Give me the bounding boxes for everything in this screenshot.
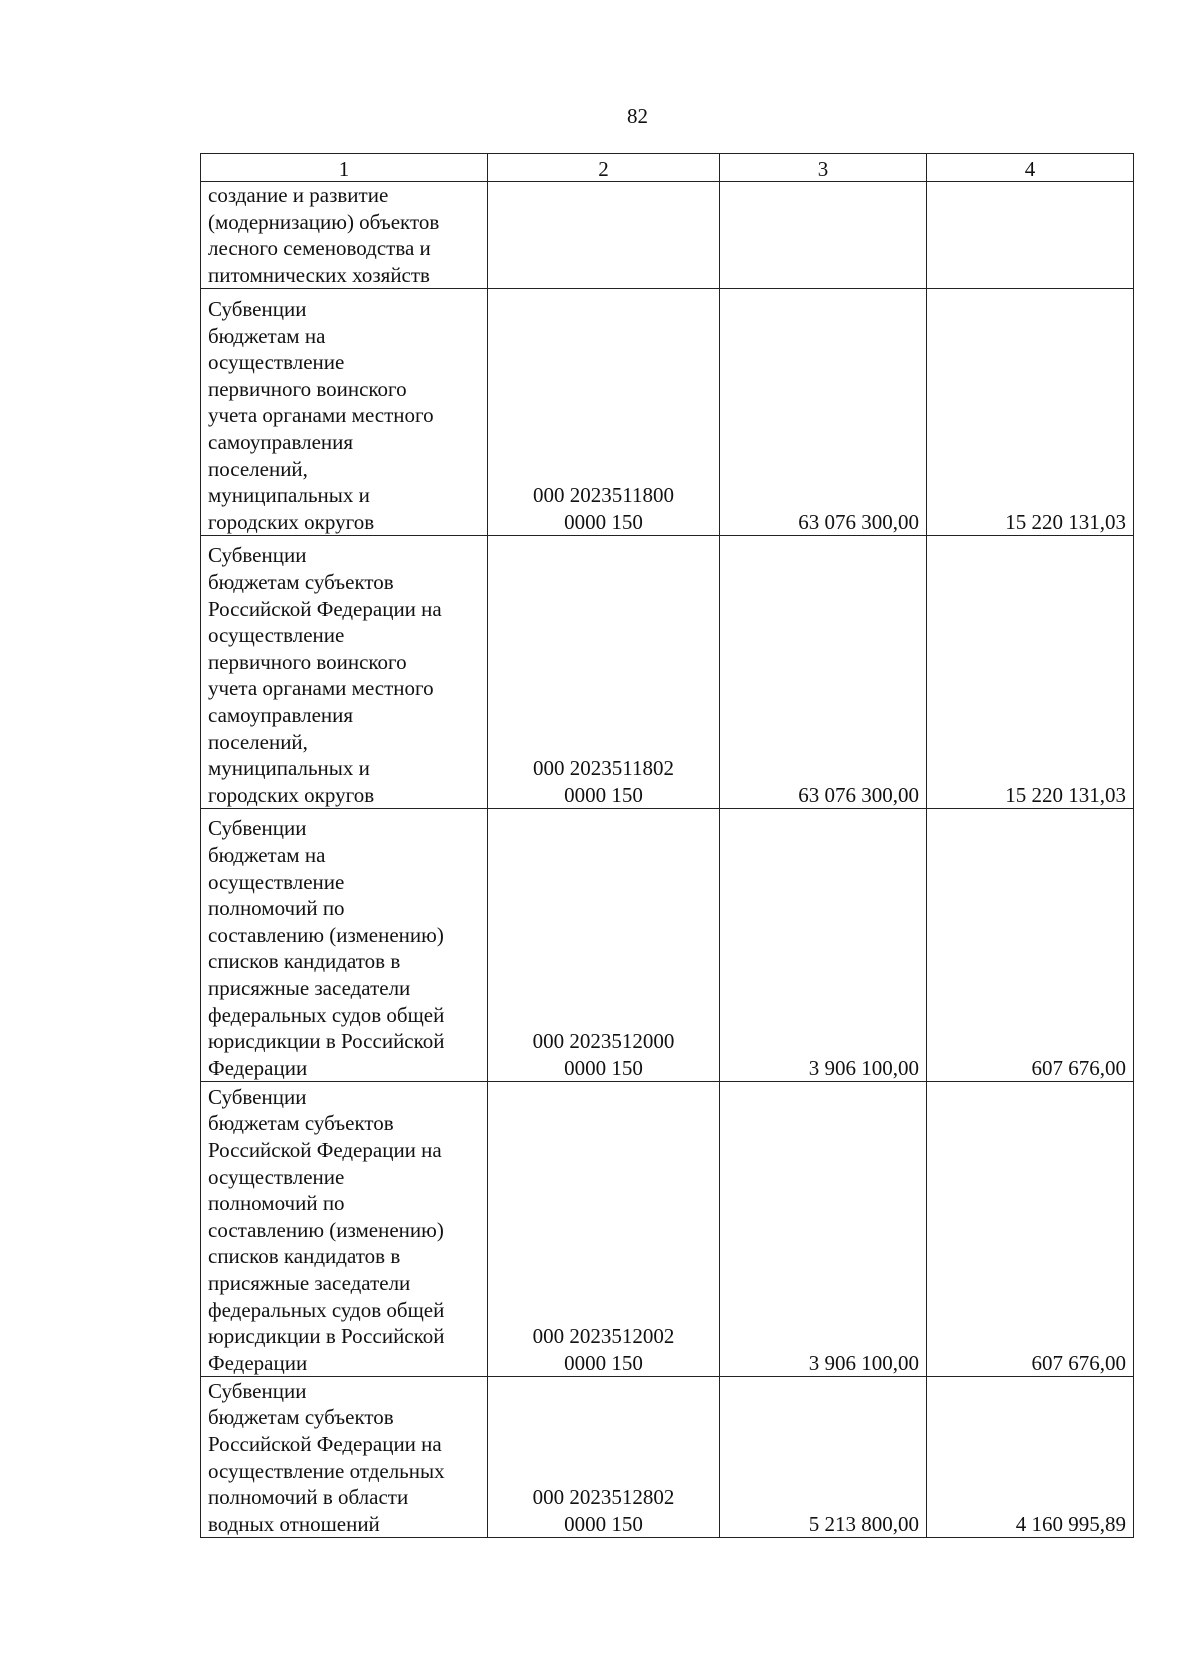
row-budget-code: 000 2023511800 0000 150: [488, 289, 720, 536]
page-number: 82: [627, 104, 648, 128]
column-header-1: 1: [201, 154, 488, 182]
row-budget-code: 000 2023512802 0000 150: [488, 1377, 720, 1538]
table-row: [201, 289, 1134, 536]
row-plan-amount: 63 076 300,00: [720, 536, 927, 809]
row-plan-amount: 3 906 100,00: [720, 809, 927, 1082]
row-budget-code: [488, 182, 720, 289]
row-description: Субвенции бюджетам субъектов Российской Федерации на осуществление полномочий по составлению (изменению) списков кандидатов в присяжные заседатели федеральных судов общей юрисдикции в Российской Федерации: [201, 1082, 488, 1377]
table-row: [201, 536, 1134, 809]
table-header-row: [201, 154, 1134, 182]
row-description: Субвенции бюджетам на осуществление полномочий по составлению (изменению) списков кандидатов в присяжные заседатели федеральных судов общей юрисдикции в Российской Федерации: [201, 809, 488, 1082]
row-description: Субвенции бюджетам субъектов Российской Федерации на осуществление первичного воинского учета органами местного самоуправления поселений, муниципальных и городских округов: [201, 536, 488, 809]
table-row: [201, 809, 1134, 1082]
budget-table: [200, 153, 1134, 1538]
row-plan-amount: 3 906 100,00: [720, 1082, 927, 1377]
row-executed-amount: 607 676,00: [927, 809, 1134, 1082]
row-executed-amount: 15 220 131,03: [927, 536, 1134, 809]
table-row: [201, 1377, 1134, 1538]
row-executed-amount: [927, 182, 1134, 289]
column-header-3: 3: [720, 154, 927, 182]
row-executed-amount: 607 676,00: [927, 1082, 1134, 1377]
row-plan-amount: 5 213 800,00: [720, 1377, 927, 1538]
table-row: [201, 182, 1134, 289]
row-executed-amount: 15 220 131,03: [927, 289, 1134, 536]
column-header-4: 4: [927, 154, 1134, 182]
row-budget-code: 000 2023511802 0000 150: [488, 536, 720, 809]
row-description: Субвенции бюджетам субъектов Российской Федерации на осуществление отдельных полномочий в области водных отношений: [201, 1377, 488, 1538]
row-budget-code: 000 2023512000 0000 150: [488, 809, 720, 1082]
table-row: [201, 1082, 1134, 1377]
row-budget-code: 000 2023512002 0000 150: [488, 1082, 720, 1377]
row-description: Субвенции бюджетам на осуществление первичного воинского учета органами местного самоуправления поселений, муниципальных и городских округов: [201, 289, 488, 536]
row-plan-amount: [720, 182, 927, 289]
row-plan-amount: 63 076 300,00: [720, 289, 927, 536]
column-header-2: 2: [488, 154, 720, 182]
row-description: создание и развитие (модернизацию) объектов лесного семеноводства и питомнических хозяйств: [201, 182, 488, 289]
row-executed-amount: 4 160 995,89: [927, 1377, 1134, 1538]
